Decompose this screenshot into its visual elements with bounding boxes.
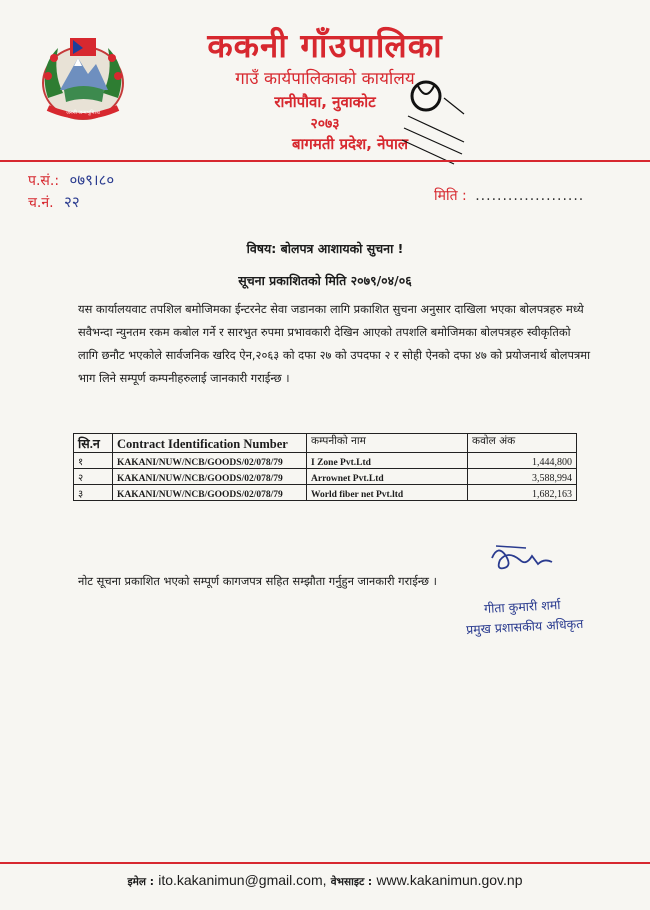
website-link[interactable]: www.kakanimun.gov.np: [376, 872, 523, 888]
office-year: २०७३: [310, 116, 340, 132]
table-row: [74, 453, 577, 469]
subject-line: विषय: बोलपत्र आशायको सुचना !: [246, 241, 404, 256]
letter-date: [434, 186, 584, 205]
header-divider: [0, 160, 650, 162]
header-serial: सि.न: [74, 434, 113, 453]
svg-text:जननी जन्मभूमिश्च: जननी जन्मभूमिश्च: [66, 110, 100, 116]
footer-contact: [0, 872, 650, 889]
office-stamp-icon: [384, 58, 474, 168]
website-label: वेभसाइट :: [330, 876, 373, 888]
bid-table: [73, 433, 577, 501]
cell-contract-id: KAKANI/NUW/NCB/GOODS/02/078/79: [113, 453, 307, 469]
cell-contract-id: KAKANI/NUW/NCB/GOODS/02/078/79: [113, 485, 307, 501]
date-label: मिति :: [434, 188, 467, 204]
dispatch-value: २२: [64, 193, 80, 211]
cell-company: World fiber net Pvt.ltd: [307, 485, 468, 501]
header-amount: कवोल अंक: [468, 434, 577, 453]
office-place: रानीपौवा, नुवाकोट: [274, 93, 376, 111]
cell-serial: २: [74, 469, 113, 485]
cell-company: Arrownet Pvt.Ltd: [307, 469, 468, 485]
header-company: कम्पनीको नाम: [307, 434, 468, 453]
signatory-title: प्रमुख प्रशासकीय अधिकृत: [465, 615, 584, 638]
reference-value: ०७९।८०: [69, 171, 115, 189]
table-row: [74, 485, 577, 501]
cell-contract-id: KAKANI/NUW/NCB/GOODS/02/078/79: [113, 469, 307, 485]
cell-amount: 3,588,994: [468, 469, 577, 485]
cell-serial: ३: [74, 485, 113, 501]
dispatch-number: [28, 192, 80, 212]
cell-amount: 1,682,163: [468, 485, 577, 501]
date-value: ....................: [475, 188, 585, 204]
reference-number: [28, 170, 114, 190]
table-row: [74, 469, 577, 485]
office-title: ककनी गाँउपालिका: [207, 26, 443, 65]
cell-company: I Zone Pvt.Ltd: [307, 453, 468, 469]
notice-body: यस कार्यालयवाट तपशिल बमोजिमका ईन्टरनेट सेवा जडानका लागि प्रकाशित सुचना अनुसार दाखिला भएका बोलपत्रहरु मध्ये सवैभन्दा न्युनतम रकम कबोल गर्ने र सारभुत रुपमा प्रभावकारी देखिन आएको तपशलि बमोजिमका बोलपत्रहरु स्वीकृतिको लागि छनौट भएकोले सार्वजनिक खरिद ऐन,२०६३ को दफा २७ को उपदफा २ र सोही ऐनको दफा ४७ को प्रयोजनार्थ बोलपत्रमा भाग लिने सम्पूर्ण कम्पनीहरुलाई जानकारी गराईन्छ ।: [78, 302, 591, 385]
email-link[interactable]: ito.kakanimun@gmail.com,: [158, 872, 327, 888]
publication-date: सूचना प्रकाशितको मिति २०७९/०४/०६: [238, 273, 412, 288]
cell-amount: 1,444,800: [468, 453, 577, 469]
signature-icon: [486, 540, 566, 580]
office-province: बागमती प्रदेश, नेपाल: [291, 135, 409, 153]
table-header-row: [74, 434, 577, 453]
email-label: इमेल :: [127, 876, 154, 888]
dispatch-label: च.नं.: [28, 195, 54, 211]
nepal-emblem-icon: [28, 28, 138, 128]
header-contract-id: Contract Identification Number: [113, 434, 307, 453]
footer-divider: [0, 862, 650, 864]
closing-note: नोट सूचना प्रकाशित भएको सम्पूर्ण कागजपत्र सहित सम्झौता गर्नुहुन जानकारी गराईन्छ ।: [78, 574, 437, 588]
reference-label: प.सं.:: [28, 173, 60, 189]
cell-serial: १: [74, 453, 113, 469]
signatory-name: गीता कुमारी शर्मा: [483, 597, 561, 616]
office-subtitle: गाउँ कार्यपालिकाको कार्यालय: [235, 69, 415, 89]
